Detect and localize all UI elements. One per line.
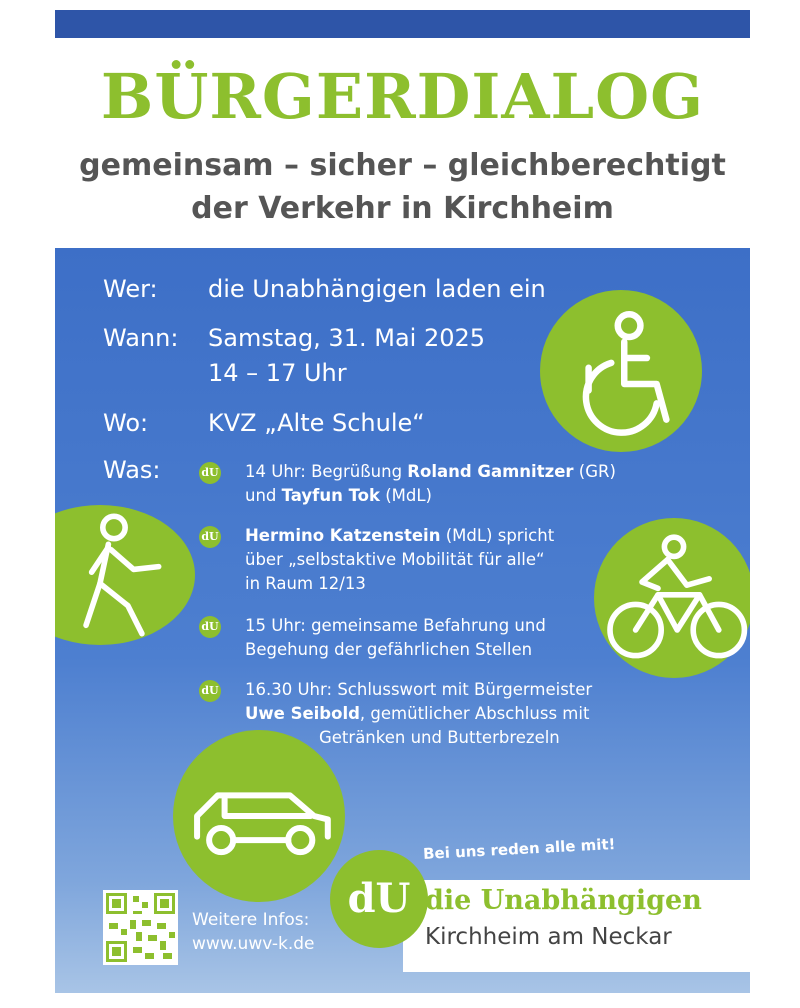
program-item-1: dU 14 Uhr: Begrüßung Roland Gamnitzer (GR) und Tayfun Tok (MdL) — [205, 460, 645, 508]
org-name: die Unabhängigen — [425, 885, 702, 916]
wer-label: Wer: — [103, 275, 158, 303]
wo-label: Wo: — [103, 409, 149, 437]
program-item-2: dU Hermino Katzenstein (MdL) spricht über „selbstaktive Mobilität für alle“ in Raum 12/13 — [205, 524, 645, 596]
was-label: Was: — [103, 456, 161, 484]
poster-subtitle-line2: der Verkehr in Kirchheim — [191, 191, 614, 226]
speaker-name: Uwe Seibold — [245, 704, 360, 723]
wheelchair-icon — [540, 290, 702, 452]
wo-value: KVZ „Alte Schule“ — [208, 409, 425, 437]
poster-body — [55, 248, 750, 993]
info-label: Weitere Infos: — [192, 910, 310, 930]
car-circle — [173, 730, 345, 902]
org-place: Kirchheim am Neckar — [425, 924, 672, 950]
du-bullet-icon: dU — [199, 462, 221, 484]
pedestrian-icon — [55, 505, 195, 645]
wer-value: die Unabhängigen laden ein — [208, 275, 546, 303]
wheelchair-circle — [540, 290, 702, 452]
program-item-3: dU 15 Uhr: gemeinsame Befahrung und Begehung der gefährlichen Stellen — [205, 614, 645, 662]
qr-code-icon[interactable] — [103, 890, 178, 965]
program-item-4: dU 16.30 Uhr: Schlusswort mit Bürgermeister Uwe Seibold, gemütlicher Abschluss mit Getränken und Butterbrezeln — [205, 678, 645, 750]
du-bullet-icon: dU — [199, 616, 221, 638]
poster-subtitle-line1: gemeinsam – sicher – gleichberechtigt — [79, 148, 726, 183]
pedestrian-circle — [55, 505, 195, 645]
info-url[interactable]: www.uwv-k.de — [192, 934, 315, 954]
car-icon — [173, 730, 345, 902]
du-logo-icon: dU — [330, 850, 428, 948]
poster-header — [55, 38, 750, 248]
wann-label: Wann: — [103, 324, 179, 352]
top-color-bar — [55, 10, 750, 38]
poster-title: BÜRGERDIALOG — [100, 60, 705, 133]
wann-time: 14 – 17 Uhr — [208, 359, 347, 387]
speaker-name: Roland Gamnitzer — [407, 462, 574, 481]
wann-date: Samstag, 31. Mai 2025 — [208, 324, 486, 352]
du-bullet-icon: dU — [199, 526, 221, 548]
du-bullet-icon: dU — [199, 680, 221, 702]
speaker-name: Hermino Katzenstein — [245, 526, 441, 545]
slogan: Bei uns reden alle mit! — [422, 834, 616, 864]
speaker-name: Tayfun Tok — [281, 486, 380, 505]
